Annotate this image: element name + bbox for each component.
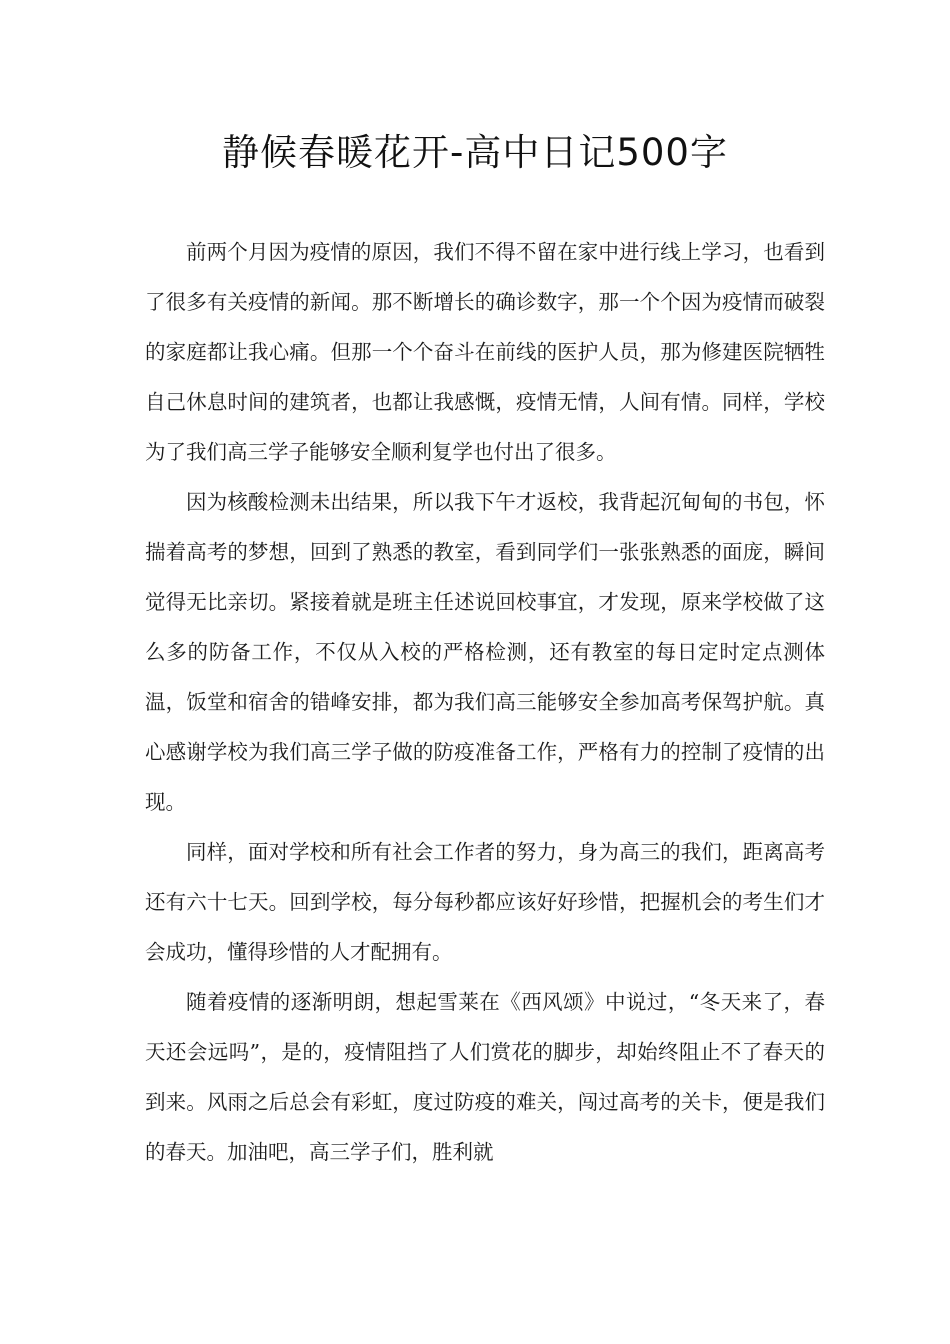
document-title: 静候春暖花开-高中日记500字 xyxy=(222,131,728,174)
paragraph-1: 前两个月因为疫情的原因，我们不得不留在家中进行线上学习，也看到了很多有关疫情的新闻。那不断增长的确诊数字，那一个个因为疫情而破裂的家庭都让我心痛。但那一个个奋斗在前线的医护人员，那为修建医院牺牲自己休息时间的建筑者，也都让我感慨，疫情无情，人间有情。同样，学校为了我们高三学子能够安全顺利复学也付出了很多。 xyxy=(145,240,825,464)
paragraph-3: 同样，面对学校和所有社会工作者的努力，身为高三的我们，距离高考还有六十七天。回到学校，每分每秒都应该好好珍惜，把握机会的考生们才会成功，懂得珍惜的人才配拥有。 xyxy=(145,840,825,964)
paragraph-4: 随着疫情的逐渐明朗，想起雪莱在《西风颂》中说过，“冬天来了，春天还会远吗”，是的，疫情阻挡了人们赏花的脚步，却始终阻止不了春天的到来。风雨之后总会有彩虹，度过防疫的难关，闯过高考的关卡，便是我们的春天。加油吧，高三学子们，胜利就 xyxy=(145,990,825,1164)
document-body xyxy=(145,227,825,1177)
paragraph-2: 因为核酸检测未出结果，所以我下午才返校，我背起沉甸甸的书包，怀揣着高考的梦想，回到了熟悉的教室，看到同学们一张张熟悉的面庞，瞬间觉得无比亲切。紧接着就是班主任述说回校事宜，才发现，原来学校做了这么多的防备工作，不仅从入校的严格检测，还有教室的每日定时定点测体温，饭堂和宿舍的错峰安排，都为我们高三能够安全参加高考保驾护航。真心感谢学校为我们高三学子做的防疫准备工作，严格有力的控制了疫情的出现。 xyxy=(145,490,825,814)
